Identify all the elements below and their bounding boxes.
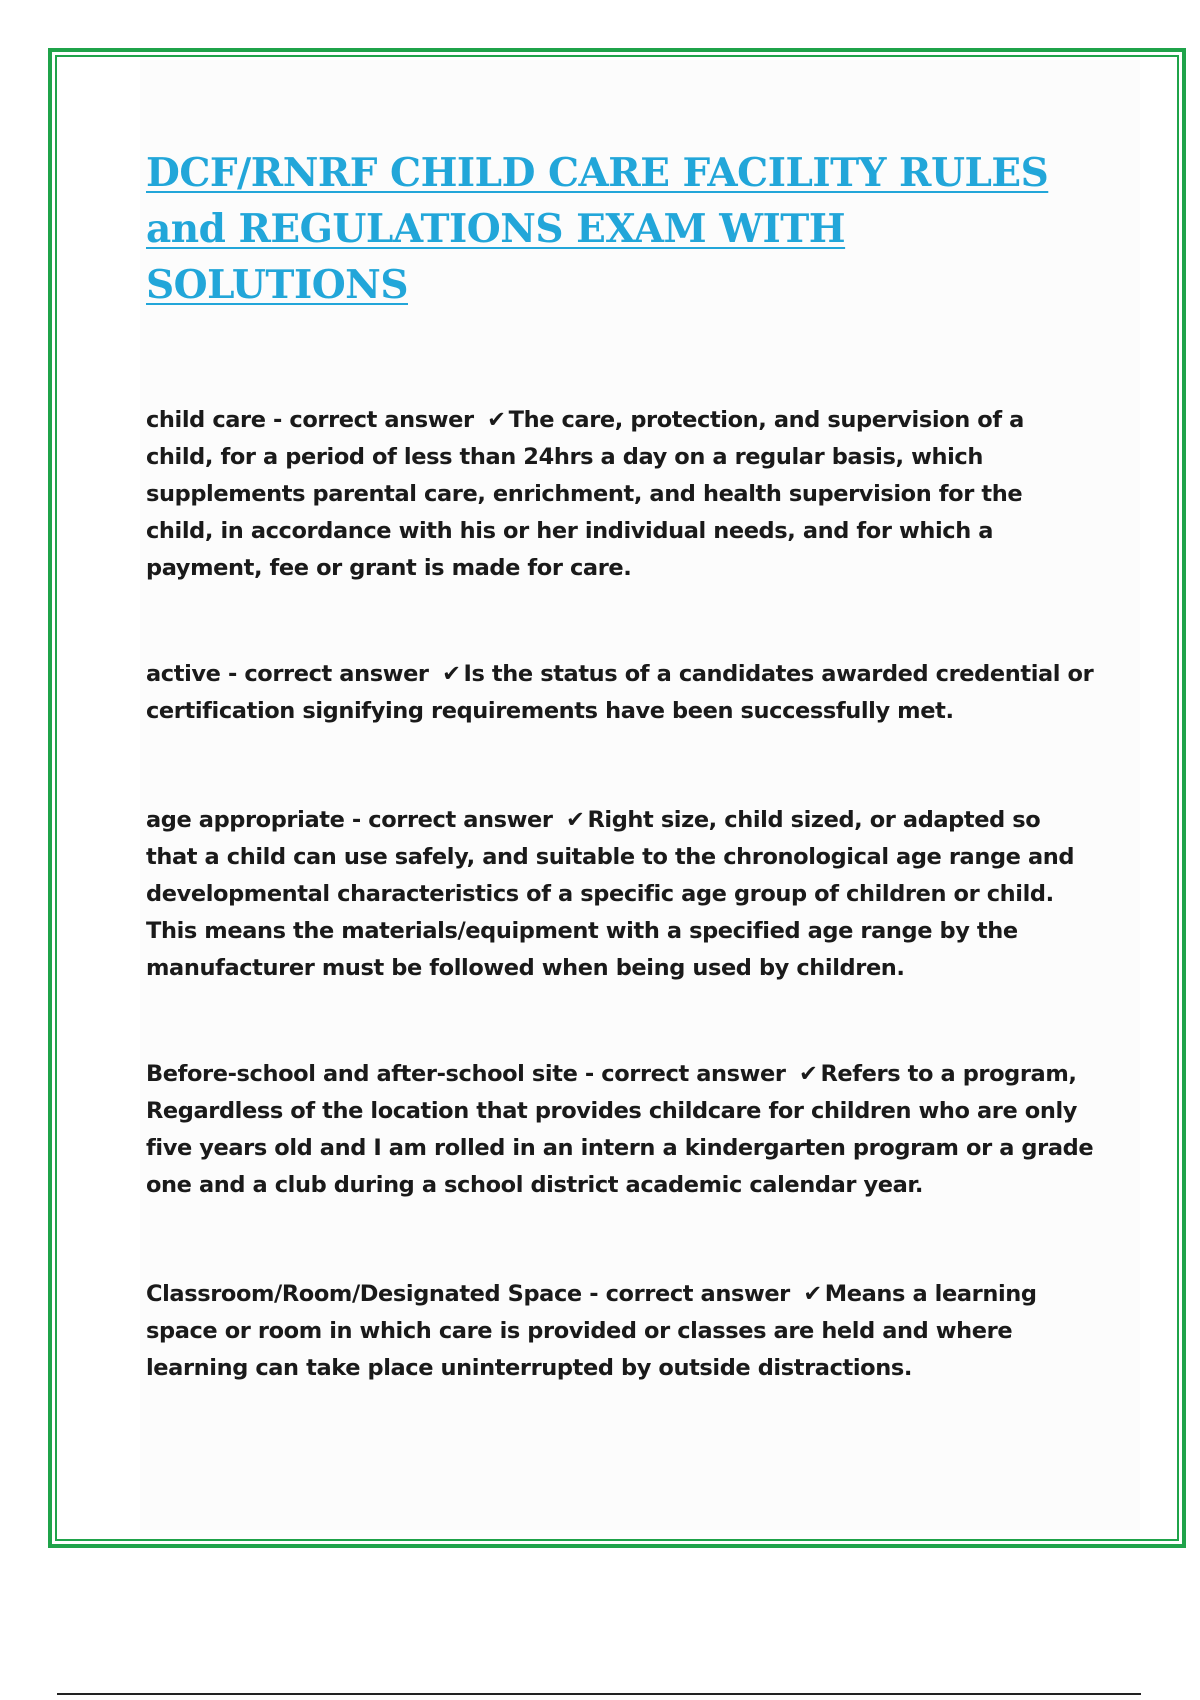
entry-term: Classroom/Room/Designated Space <box>146 1281 582 1307</box>
entry-term: age appropriate <box>146 807 345 833</box>
checkmark-icon: ✔ <box>487 407 506 433</box>
entry-term: active <box>146 661 221 687</box>
entry-age-appropriate <box>146 802 1096 987</box>
checkmark-icon: ✔ <box>442 661 461 687</box>
entry-before-after-school-site <box>146 1056 1096 1204</box>
checkmark-icon: ✔ <box>566 807 585 833</box>
entry-definition: Means a learning space or room in which care is provided or classes are held and where learning can take place uninterrupted by outside distractions. <box>146 1281 1037 1381</box>
answer-separator: - correct answer <box>220 661 437 687</box>
entry-definition: Is the status of a candidates awarded credential or certification signifying requirements have been successfully met. <box>146 661 1094 724</box>
entry-classroom-room-designated-space <box>146 1276 1096 1387</box>
entry-definition: Refers to a program, Regardless of the location that provides childcare for children who are only five years old and I am rolled in an intern a kindergarten program or a grade one and a club during a school district academic calendar year. <box>146 1061 1094 1198</box>
entry-active <box>146 656 1096 730</box>
entry-definition: Right size, child sized, or adapted so that a child can use safely, and suitable to the chronological age range and developmental characteristics of a specific age group of children or child. This means the materials/equipment with a specified age range by the manufacturer must be followed when being used by children. <box>146 807 1075 981</box>
checkmark-icon: ✔ <box>803 1281 822 1307</box>
entry-term: child care <box>146 407 266 433</box>
footer-divider <box>57 1693 1141 1695</box>
checkmark-icon: ✔ <box>799 1061 818 1087</box>
entry-definition: The care, protection, and supervision of a child, for a period of less than 24hrs a day on a regular basis, which supplements parental care, enrichment, and health supervision for the child, in accordance with his or her individual needs, and for which a payment, fee or grant is made for care. <box>146 407 1024 581</box>
entry-child-care <box>146 402 1096 587</box>
answer-separator: - correct answer <box>265 407 482 433</box>
answer-separator: - correct answer <box>344 807 561 833</box>
document-title: DCF/RNRF CHILD CARE FACILITY RULES and REGULATIONS EXAM WITH SOLUTIONS <box>146 150 1049 308</box>
answer-separator: - correct answer <box>577 1061 794 1087</box>
entry-term: Before-school and after-school site <box>146 1061 578 1087</box>
answer-separator: - correct answer <box>581 1281 798 1307</box>
